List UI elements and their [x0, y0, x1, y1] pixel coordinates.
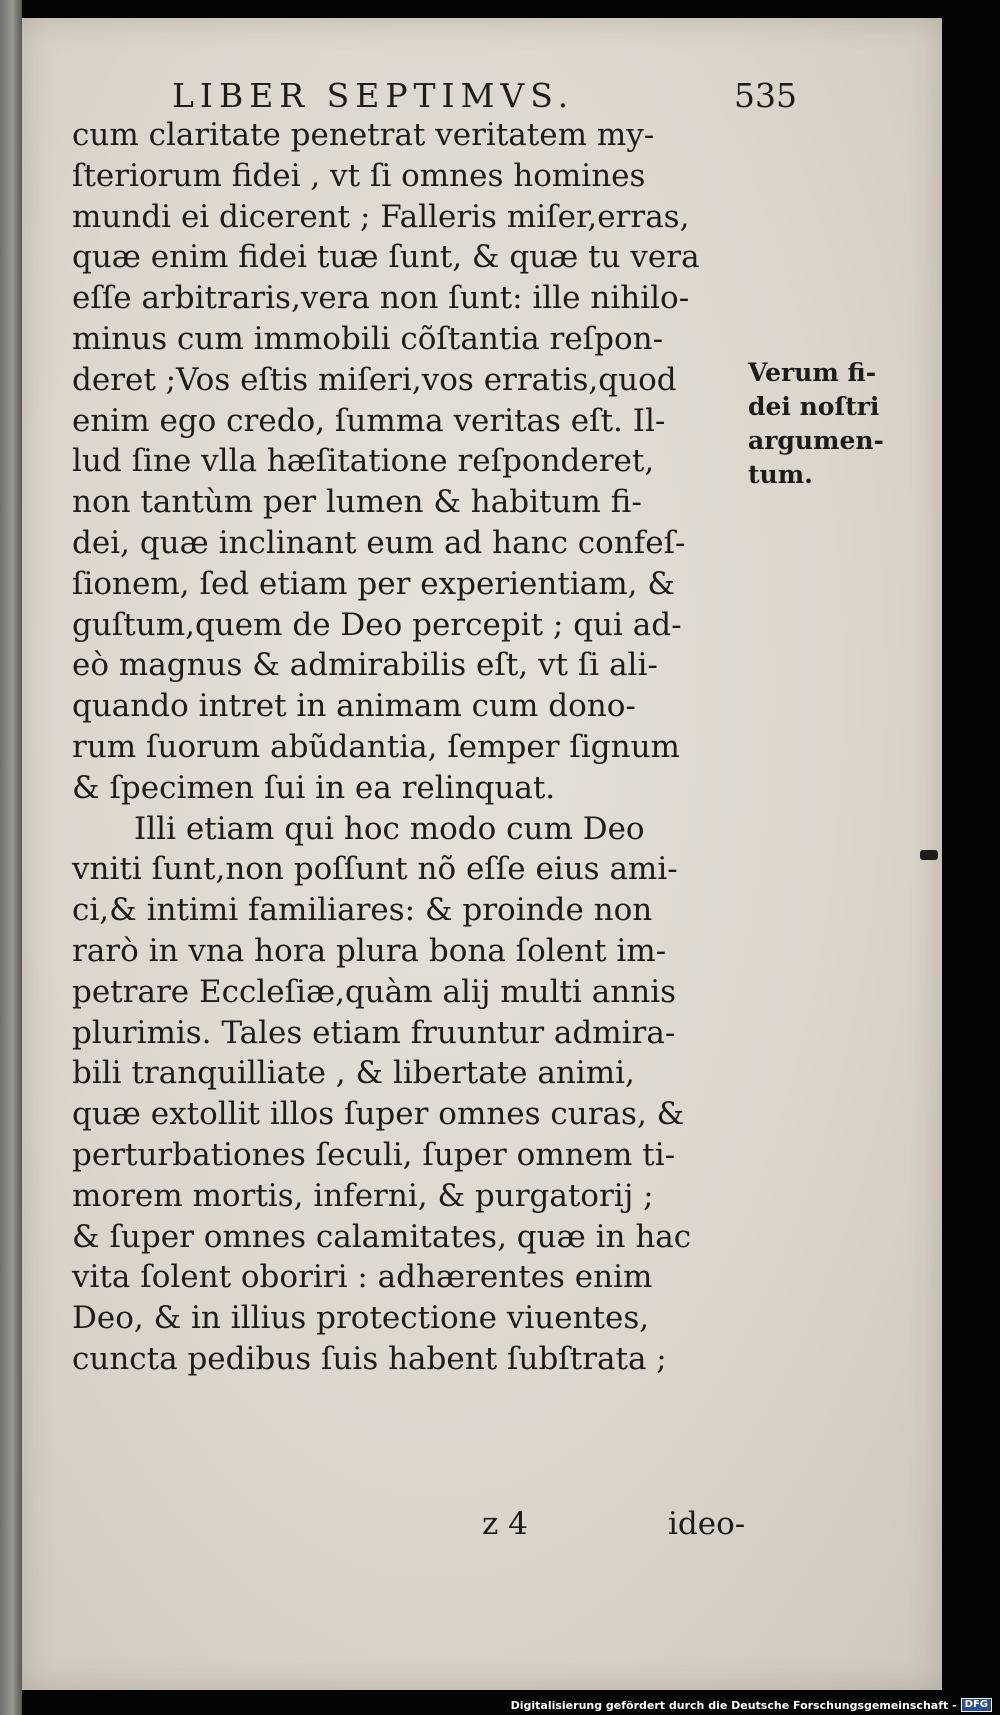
- text-line: & ſuper omnes calamitates, quæ in hac: [72, 1218, 692, 1255]
- text-line: cuncta pedibus ſuis habent ſubſtrata ;: [72, 1340, 667, 1377]
- marginal-note-line: dei noſtri: [748, 392, 880, 421]
- main-text-block: [72, 115, 752, 1380]
- ink-blot-mark: [920, 850, 938, 860]
- text-line: perturbationes ſeculi, ſuper omnem ti-: [72, 1136, 676, 1173]
- text-line: Deo, & in illius protectione viuentes,: [72, 1300, 650, 1337]
- book-page: [22, 18, 942, 1690]
- text-line: quando intret in animam cum dono-: [72, 688, 636, 725]
- marginal-note-line: tum.: [748, 460, 813, 489]
- text-line: eò magnus & admirabilis eſt, vt ſi ali-: [72, 647, 658, 684]
- catchword: ideo-: [668, 1506, 746, 1542]
- marginal-note-line: argumen-: [748, 426, 884, 455]
- text-line: lud ſine vlla hæſitatione reſponderet,: [72, 443, 655, 480]
- text-line: plurimis. Tales etiam fruuntur admira-: [72, 1014, 676, 1051]
- text-line: rarò in vna hora plura bona ſolent im-: [72, 932, 667, 969]
- credit-text: Digitalisierung gefördert durch die Deutsche Forschungsgemeinschaft -: [510, 1698, 957, 1712]
- text-line: non tantùm per lumen & habitum fi-: [72, 484, 642, 521]
- text-line: & ſpecimen ſui in ea relinquat.: [72, 769, 556, 806]
- page-number: 535: [734, 76, 797, 115]
- text-line: ci,& intimi familiares: & proinde non: [72, 892, 653, 929]
- text-line: dei, quæ inclinant eum ad hanc confeſ-: [72, 524, 686, 561]
- dfg-logo: DFG: [961, 1698, 992, 1712]
- text-line: petrare Eccleſiæ,quàm alij multi annis: [72, 973, 677, 1010]
- marginal-note-line: Verum fi-: [748, 358, 877, 387]
- text-line: ſteriorum fidei , vt ſi omnes homines: [72, 157, 646, 194]
- text-line: bili tranquilliate , & libertate animi,: [72, 1055, 635, 1092]
- text-line: deret ;Vos eſtis miſeri,vos erratis,quod: [72, 361, 677, 398]
- text-line: rum ſuorum abũdantia, ſemper ſignum: [72, 728, 680, 765]
- text-line: ſionem, ſed etiam per experientiam, &: [72, 565, 675, 602]
- text-line: minus cum immobili cõſtantia reſpon-: [72, 320, 664, 357]
- text-line: vniti ſunt,non poſſunt nõ eſſe eius ami-: [72, 851, 678, 888]
- text-line: enim ego credo, ſumma veritas eſt. Il-: [72, 402, 666, 439]
- book-binding-edge: [0, 0, 22, 1715]
- text-line: quæ extollit illos ſuper omnes curas, &: [72, 1096, 685, 1133]
- text-line: quæ enim fidei tuæ ſunt, & quæ tu vera: [72, 239, 700, 276]
- signature-mark: z 4: [482, 1506, 528, 1542]
- marginal-note: [748, 356, 884, 492]
- text-line: morem mortis, inferni, & purgatorij ;: [72, 1177, 654, 1214]
- text-line: Illi etiam qui hoc modo cum Deo: [134, 810, 645, 847]
- digitization-credit: [511, 1697, 992, 1713]
- text-line: guſtum,quem de Deo percepit ; qui ad-: [72, 606, 682, 643]
- text-line: cum claritate penetrat veritatem my-: [72, 117, 655, 153]
- text-line: vita ſolent oboriri : adhærentes enim: [72, 1259, 653, 1296]
- text-line: mundi ei dicerent ; Falleris miſer,erras,: [72, 198, 690, 235]
- running-head: LIBER SEPTIMVS.: [172, 76, 575, 115]
- text-line: eſſe arbitraris,vera non ſunt: ille nihilo-: [72, 280, 690, 317]
